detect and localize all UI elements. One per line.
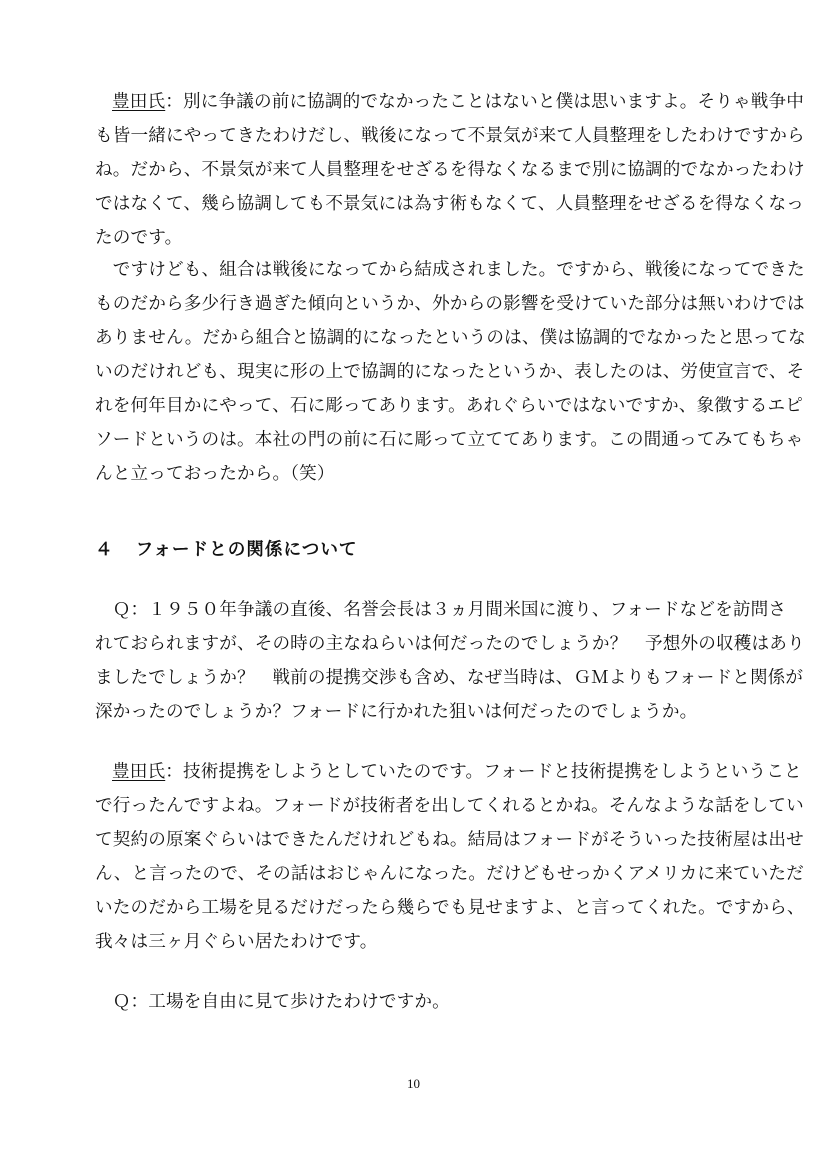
paragraph-2-line-6: ソードというのは。本社の門の前に石に彫って立ててあります。この間通ってみてもちゃ — [95, 430, 804, 450]
question-1-line-2: れておられますが、その時の主なねらいは何だったのでしょうか？ 予想外の収穫はあり — [95, 634, 805, 654]
answer-1-line-4: ん、と言ったので、その話はおじゃんになった。だけどもせっかくアメリカに来ていただ — [95, 864, 804, 884]
answer-1-line-6: 我々は三ヶ月ぐらい居たわけです。 — [95, 932, 378, 952]
answer-1-line-2: で行ったんですよね。フォードが技術者を出してくれるとかね。そんなような話をしてい — [95, 796, 804, 816]
section-title: フォードとの関係について — [135, 539, 358, 560]
paragraph-2-line-7: んと立っておったから。（笑） — [95, 464, 335, 484]
paragraph-2-line-1: ですけども、組合は戦後になってから結成されました。ですから、戦後になってできた — [95, 260, 805, 280]
answer-1-line-5: いたのだから工場を見るだけだったら幾らでも見せますよ、と言ってくれた。ですから、 — [95, 898, 805, 918]
paragraph-1-line-2: も皆一緒にやってきたわけだし、戦後になって不景気が来て人員整理をしたわけですから — [95, 126, 805, 146]
question-1-line-1: Ｑ：１９５０年争議の直後、名誉会長は３ヵ月間米国に渡り、フォードなどを訪問さ — [95, 600, 787, 620]
paragraph-1-line-3: ね。だから、不景気が来て人員整理をせざるを得なくなるまで別に協調的でなかったわけ — [95, 160, 805, 180]
paragraph-1-line-5: たのです。 — [95, 228, 183, 248]
paragraph-2-line-4: いのだけれども、現実に形の上で協調的になったというか、表したのは、労使宣言で、そ — [95, 362, 805, 382]
paragraph-1-line-4: ではなくて、幾ら協調しても不景気には為す術もなくて、人員整理をせざるを得なくなっ — [95, 194, 805, 214]
paragraph-2-line-3: ありません。だから組合と協調的になったというのは、僕は協調的でなかったと思ってな — [95, 328, 806, 348]
page-number: 10 — [407, 1076, 420, 1091]
paragraph-1-line-1: 豊田氏：別に争議の前に協調的でなかったことはないと僕は思いますよ。そりゃ戦争中 — [112, 92, 805, 112]
paragraph-2-line-5: れを何年目かにやって、石に彫ってあります。あれぐらいではないですか、象徴するエピ — [95, 396, 803, 416]
speaker-label: 豊田氏 — [112, 762, 166, 782]
question-2-line-1: Ｑ：工場を自由に見て歩けたわけですか。 — [95, 992, 450, 1012]
section-number: ４ — [95, 539, 114, 560]
answer-1-line-3: て契約の原案ぐらいはできたんだけれどもね。結局はフォードがそういった技術屋は出せ — [95, 830, 804, 850]
paragraph-2-line-2: ものだから多少行き過ぎた傾向というか、外からの影響を受けていた部分は無いわけでは — [95, 294, 805, 314]
question-1-line-3: ましたでしょうか？ 戦前の提携交渉も含め、なぜ当時は、ＧＭよりもフォードと関係が — [95, 668, 804, 688]
section-heading — [95, 540, 770, 560]
answer-1-line-1: 豊田氏：技術提携をしようとしていたのです。フォードと技術提携をしようということ — [112, 762, 802, 782]
speaker-label: 豊田氏 — [112, 92, 166, 112]
question-1-line-4: 深かったのでしょうか？フォードに行かれた狙いは何だったのでしょうか。 — [95, 702, 698, 722]
